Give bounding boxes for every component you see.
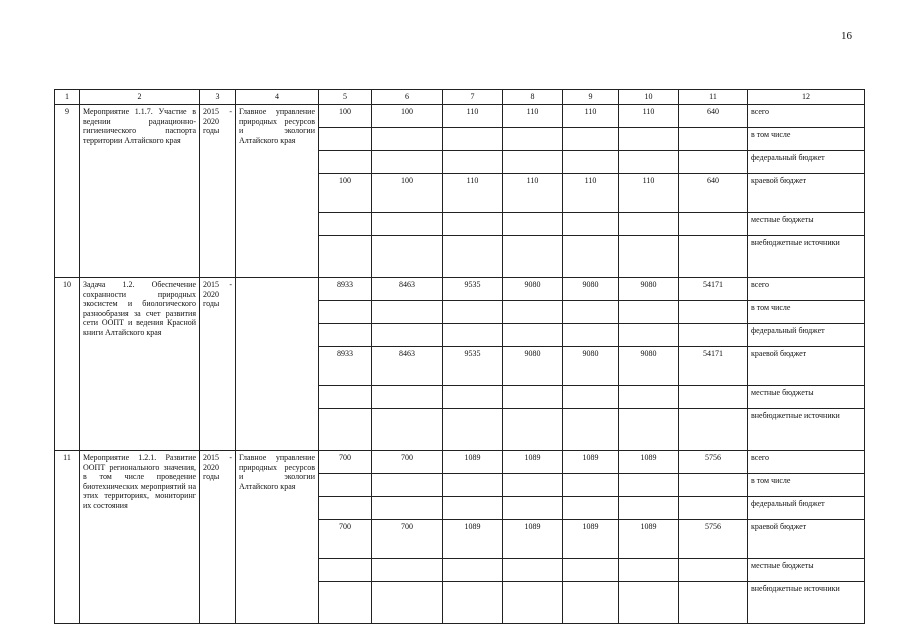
value-cell: 700 — [372, 520, 443, 559]
value-cell: 5756 — [679, 451, 748, 474]
value-cell: 8463 — [372, 347, 443, 386]
value-cell — [679, 213, 748, 236]
value-cell — [443, 474, 503, 497]
funding-source-cell: федеральный бюджет — [748, 497, 865, 520]
value-cell: 8933 — [319, 347, 372, 386]
value-cell — [372, 474, 443, 497]
value-cell — [503, 213, 563, 236]
value-cell: 100 — [372, 105, 443, 128]
value-cell — [503, 301, 563, 324]
value-cell — [679, 324, 748, 347]
executor-cell: Главное управление природных ресурсов и экологии Алтайского края — [236, 105, 319, 278]
value-cell — [563, 301, 619, 324]
value-cell — [679, 151, 748, 174]
value-cell — [503, 582, 563, 624]
value-cell: 700 — [319, 451, 372, 474]
value-cell: 110 — [563, 105, 619, 128]
funding-source-cell: местные бюджеты — [748, 213, 865, 236]
measure-name-cell: Мероприятие 1.1.7. Участие в ведении радиационно-гигиенического паспорта территории Алтайского края — [80, 105, 200, 278]
value-cell — [372, 409, 443, 451]
value-cell — [319, 559, 372, 582]
value-cell — [372, 213, 443, 236]
column-header: 2 — [80, 90, 200, 105]
value-cell — [372, 301, 443, 324]
measure-name-cell: Задача 1.2. Обеспечение сохранности природных экосистем и биологического разнообразия за счет развития сети ООПТ и ведения Красной книги Алтайского края — [80, 278, 200, 451]
funding-source-cell: в том числе — [748, 474, 865, 497]
funding-source-cell: всего — [748, 278, 865, 301]
executor-cell — [236, 278, 319, 451]
column-header: 8 — [503, 90, 563, 105]
column-header: 1 — [55, 90, 80, 105]
value-cell: 110 — [443, 105, 503, 128]
funding-source-cell: внебюджетные источники — [748, 236, 865, 278]
value-cell — [319, 324, 372, 347]
value-cell — [619, 582, 679, 624]
value-cell: 1089 — [503, 451, 563, 474]
value-cell — [679, 236, 748, 278]
page-number: 16 — [841, 30, 852, 42]
program-measures-table — [54, 89, 865, 624]
value-cell — [319, 497, 372, 520]
value-cell — [443, 301, 503, 324]
period-cell: 2015 - 2020 годы — [200, 105, 236, 278]
measure-name-cell: Мероприятие 1.2.1. Развитие ООПТ регионального значения, в том числе проведение биотехнических мероприятий на этих территориях, мониторинг их состояния — [80, 451, 200, 624]
value-cell — [679, 409, 748, 451]
value-cell: 110 — [443, 174, 503, 213]
funding-source-cell: в том числе — [748, 301, 865, 324]
value-cell: 9535 — [443, 278, 503, 301]
value-cell: 9080 — [503, 278, 563, 301]
value-cell: 9080 — [619, 347, 679, 386]
value-cell: 1089 — [619, 520, 679, 559]
value-cell — [319, 409, 372, 451]
value-cell — [372, 151, 443, 174]
value-cell — [319, 582, 372, 624]
column-header: 12 — [748, 90, 865, 105]
value-cell: 110 — [619, 174, 679, 213]
value-cell — [619, 301, 679, 324]
value-cell — [619, 151, 679, 174]
value-cell — [443, 151, 503, 174]
value-cell: 1089 — [619, 451, 679, 474]
column-header: 7 — [443, 90, 503, 105]
value-cell — [372, 559, 443, 582]
value-cell — [443, 497, 503, 520]
value-cell — [372, 386, 443, 409]
row-number-cell: 10 — [55, 278, 80, 451]
value-cell — [372, 128, 443, 151]
funding-source-cell: всего — [748, 105, 865, 128]
value-cell — [503, 409, 563, 451]
value-cell — [503, 128, 563, 151]
value-cell — [619, 236, 679, 278]
value-cell — [619, 409, 679, 451]
value-cell: 110 — [619, 105, 679, 128]
value-cell — [619, 213, 679, 236]
value-cell — [619, 128, 679, 151]
value-cell — [443, 213, 503, 236]
table-row — [55, 105, 865, 128]
value-cell — [443, 236, 503, 278]
value-cell — [443, 324, 503, 347]
value-cell: 8933 — [319, 278, 372, 301]
value-cell — [503, 324, 563, 347]
value-cell — [503, 236, 563, 278]
table-row — [55, 278, 865, 301]
value-cell — [372, 324, 443, 347]
funding-source-cell: внебюджетные источники — [748, 409, 865, 451]
value-cell: 100 — [372, 174, 443, 213]
column-header: 5 — [319, 90, 372, 105]
value-cell — [319, 151, 372, 174]
value-cell — [503, 497, 563, 520]
value-cell — [319, 236, 372, 278]
value-cell: 110 — [563, 174, 619, 213]
column-number-row — [55, 90, 865, 105]
value-cell: 1089 — [563, 451, 619, 474]
value-cell — [443, 386, 503, 409]
value-cell: 700 — [372, 451, 443, 474]
value-cell: 1089 — [443, 520, 503, 559]
value-cell — [319, 213, 372, 236]
column-header: 10 — [619, 90, 679, 105]
funding-source-cell: федеральный бюджет — [748, 324, 865, 347]
value-cell — [679, 128, 748, 151]
column-header: 4 — [236, 90, 319, 105]
column-header: 3 — [200, 90, 236, 105]
funding-source-cell: местные бюджеты — [748, 386, 865, 409]
value-cell — [372, 497, 443, 520]
funding-source-cell: краевой бюджет — [748, 520, 865, 559]
value-cell: 5756 — [679, 520, 748, 559]
value-cell — [319, 386, 372, 409]
value-cell: 9535 — [443, 347, 503, 386]
period-cell: 2015 - 2020 годы — [200, 278, 236, 451]
period-cell: 2015 - 2020 годы — [200, 451, 236, 624]
value-cell — [443, 582, 503, 624]
value-cell: 8463 — [372, 278, 443, 301]
row-number-cell: 9 — [55, 105, 80, 278]
value-cell — [372, 582, 443, 624]
value-cell — [503, 151, 563, 174]
value-cell: 9080 — [563, 347, 619, 386]
value-cell — [372, 236, 443, 278]
value-cell — [679, 497, 748, 520]
value-cell: 9080 — [619, 278, 679, 301]
value-cell — [563, 409, 619, 451]
value-cell — [503, 559, 563, 582]
value-cell — [563, 151, 619, 174]
value-cell — [563, 236, 619, 278]
value-cell — [679, 301, 748, 324]
value-cell — [443, 128, 503, 151]
value-cell: 110 — [503, 174, 563, 213]
column-header: 9 — [563, 90, 619, 105]
value-cell — [563, 497, 619, 520]
value-cell: 1089 — [563, 520, 619, 559]
value-cell — [563, 386, 619, 409]
value-cell — [679, 582, 748, 624]
funding-source-cell: всего — [748, 451, 865, 474]
value-cell: 110 — [503, 105, 563, 128]
value-cell: 700 — [319, 520, 372, 559]
value-cell: 100 — [319, 174, 372, 213]
value-cell — [563, 128, 619, 151]
value-cell — [619, 386, 679, 409]
row-number-cell: 11 — [55, 451, 80, 624]
value-cell: 54171 — [679, 278, 748, 301]
value-cell: 1089 — [503, 520, 563, 559]
funding-source-cell: внебюджетные источники — [748, 582, 865, 624]
value-cell — [503, 386, 563, 409]
value-cell: 54171 — [679, 347, 748, 386]
value-cell — [563, 324, 619, 347]
value-cell — [679, 386, 748, 409]
value-cell: 640 — [679, 105, 748, 128]
funding-source-cell: федеральный бюджет — [748, 151, 865, 174]
table-row — [55, 451, 865, 474]
funding-source-cell: в том числе — [748, 128, 865, 151]
value-cell — [443, 559, 503, 582]
value-cell — [563, 559, 619, 582]
value-cell — [619, 559, 679, 582]
value-cell — [319, 128, 372, 151]
value-cell — [319, 301, 372, 324]
value-cell — [563, 582, 619, 624]
value-cell: 9080 — [563, 278, 619, 301]
value-cell — [619, 474, 679, 497]
column-header: 6 — [372, 90, 443, 105]
value-cell: 9080 — [503, 347, 563, 386]
value-cell — [619, 324, 679, 347]
value-cell: 1089 — [443, 451, 503, 474]
value-cell — [319, 474, 372, 497]
value-cell: 100 — [319, 105, 372, 128]
funding-source-cell: краевой бюджет — [748, 174, 865, 213]
value-cell — [503, 474, 563, 497]
value-cell: 640 — [679, 174, 748, 213]
value-cell — [619, 497, 679, 520]
executor-cell: Главное управление природных ресурсов и экологии Алтайского края — [236, 451, 319, 624]
value-cell — [563, 474, 619, 497]
funding-source-cell: местные бюджеты — [748, 559, 865, 582]
value-cell — [679, 474, 748, 497]
value-cell — [679, 559, 748, 582]
value-cell — [563, 213, 619, 236]
funding-source-cell: краевой бюджет — [748, 347, 865, 386]
column-header: 11 — [679, 90, 748, 105]
value-cell — [443, 409, 503, 451]
